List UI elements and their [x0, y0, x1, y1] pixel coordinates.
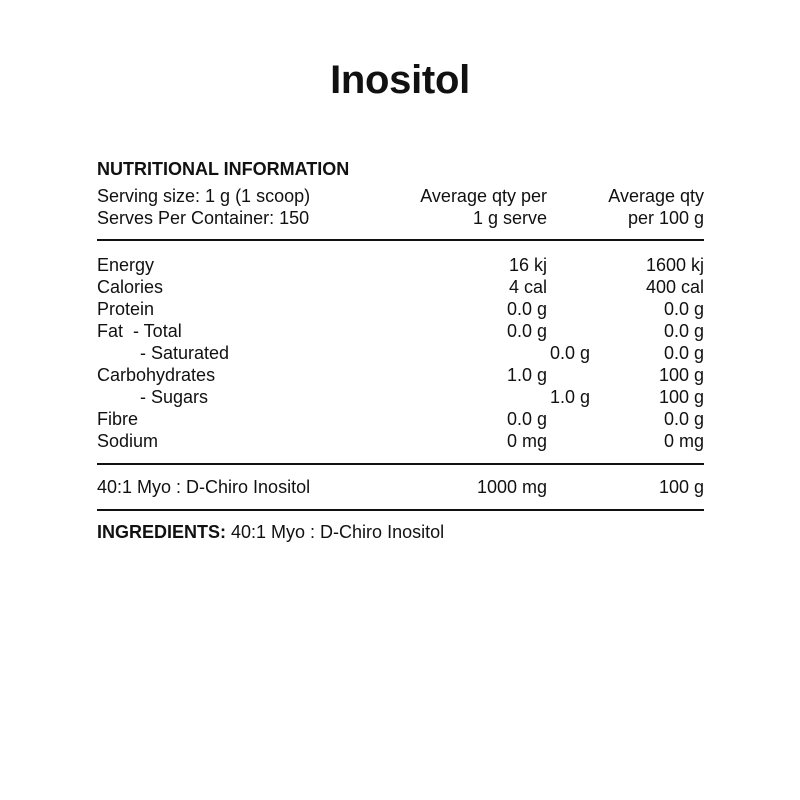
per-100g-value: 100 g: [658, 387, 704, 407]
nutrient-name: Calories: [97, 277, 164, 297]
header-row: [97, 185, 704, 207]
nutrient-table: [97, 254, 704, 452]
per-100g-value: 0.0 g: [663, 343, 704, 363]
per-100g-value: 0.0 g: [663, 321, 704, 341]
nutrient-name: - Sugars: [140, 387, 209, 407]
nutrient-row-fat-saturated: [97, 342, 704, 364]
per-serve-value: 16 kj: [508, 255, 547, 275]
nutrient-row-sodium: [97, 430, 704, 452]
nutrient-name: Protein: [97, 299, 155, 319]
per-100g-value: 1600 kj: [645, 255, 704, 275]
per-100g-value: 0 mg: [663, 431, 704, 451]
per-serve-value: 0 mg: [506, 431, 547, 451]
nutrient-name: Fibre: [97, 409, 139, 429]
nutrient-row-energy: [97, 254, 704, 276]
per-100g-value: 0.0 g: [663, 299, 704, 319]
nutrient-name: Sodium: [97, 431, 159, 451]
nutrition-panel: [97, 157, 704, 543]
per-serve-header: 1 g serve: [472, 208, 547, 228]
nutrient-row-fat-total: [97, 320, 704, 342]
serving-header: [97, 185, 704, 229]
per-100g-header: per 100 g: [627, 208, 704, 228]
nutrient-name: Fat - Total: [97, 321, 182, 341]
divider: [97, 463, 704, 465]
per-serve-value: 1000 mg: [476, 477, 547, 497]
per-serve-value: 0.0 g: [506, 299, 547, 319]
per-100g-header: Average qty: [608, 186, 704, 206]
active-ingredient-row: [97, 476, 704, 498]
per-serve-value: 0.0 g: [506, 321, 547, 341]
per-100g-value: 100 g: [658, 365, 704, 385]
per-100g-value: 0.0 g: [663, 409, 704, 429]
per-serve-value: 4 cal: [508, 277, 547, 297]
ingredients-line: [97, 521, 704, 543]
per-serve-header: Average qty per: [420, 186, 547, 206]
header-row: [97, 207, 704, 229]
panel-heading: NUTRITIONAL INFORMATION: [97, 159, 350, 179]
per-serve-value: 0.0 g: [549, 343, 590, 363]
nutrient-name: Energy: [97, 255, 155, 275]
product-title: Inositol: [330, 58, 470, 102]
nutrient-row-protein: [97, 298, 704, 320]
nutrient-row-carbohydrates: [97, 364, 704, 386]
ingredients-text: 40:1 Myo : D-Chiro Inositol: [226, 522, 445, 542]
per-100g-value: 400 cal: [645, 277, 704, 297]
per-serve-value: 0.0 g: [506, 409, 547, 429]
nutrient-row-calories: [97, 276, 704, 298]
active-ingredient-name: 40:1 Myo : D-Chiro Inositol: [97, 477, 311, 497]
per-100g-value: 100 g: [658, 477, 704, 497]
nutrient-row-sugars: [97, 386, 704, 408]
nutrient-name: Carbohydrates: [97, 365, 216, 385]
serving-size: Serving size: 1 g (1 scoop): [97, 186, 311, 206]
nutrient-name: - Saturated: [140, 343, 230, 363]
per-serve-value: 1.0 g: [549, 387, 590, 407]
per-serve-value: 1.0 g: [506, 365, 547, 385]
nutrient-row-fibre: [97, 408, 704, 430]
divider: [97, 239, 704, 241]
divider: [97, 509, 704, 511]
serves-per-container: Serves Per Container: 150: [97, 208, 310, 228]
ingredients-label: INGREDIENTS:: [97, 522, 227, 542]
